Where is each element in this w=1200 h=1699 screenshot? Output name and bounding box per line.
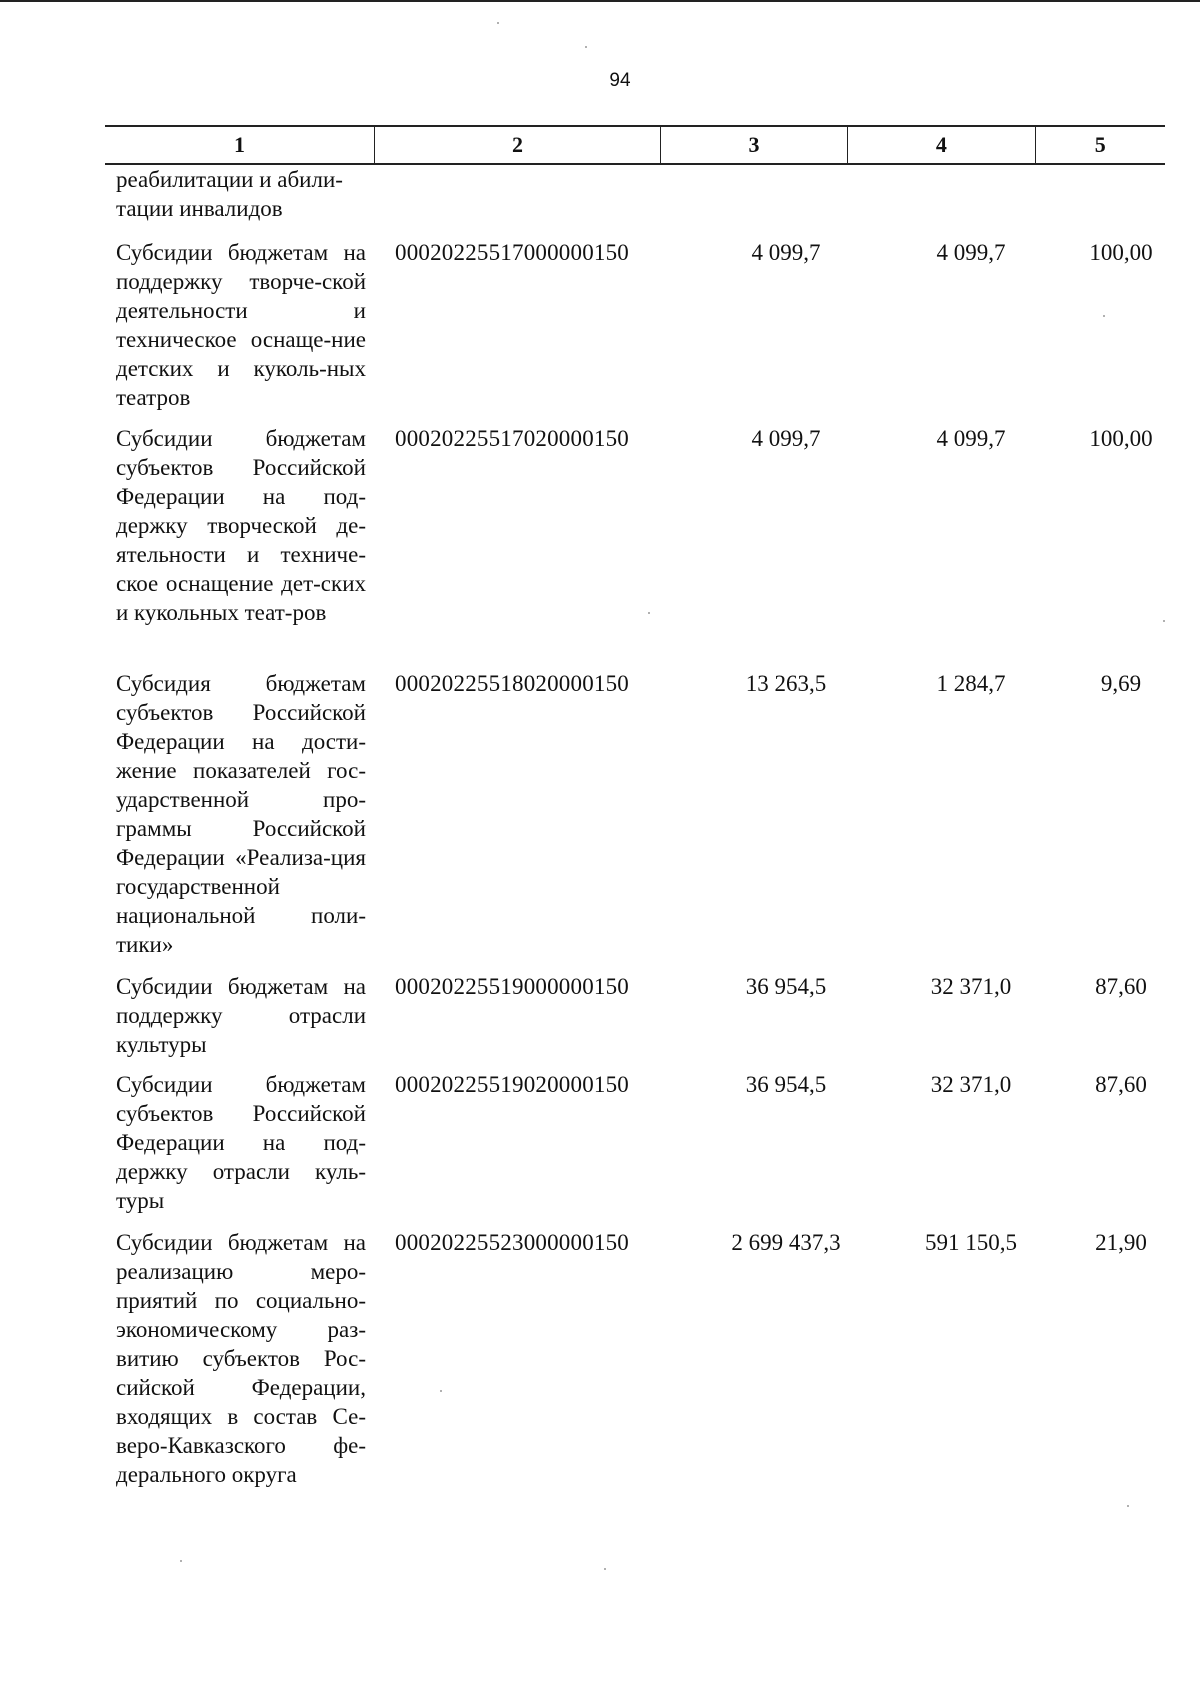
continuation-text: реабилитации и абили-тации инвалидов <box>116 167 343 221</box>
column-header-2: 2 <box>375 127 661 163</box>
row-col3-value: 36 954,5 <box>745 974 827 999</box>
row-name: Субсидии бюджетам субъектов Российской Федерации на под-держку отрасли куль-туры <box>116 1072 366 1213</box>
row-code: 00020225523000000150 <box>395 1230 629 1255</box>
row-col4-value: 32 371,0 <box>930 974 1012 999</box>
scan-speck <box>497 22 499 24</box>
row-col3-value: 36 954,5 <box>745 1072 827 1097</box>
row-name: Субсидии бюджетам на поддержку творче-ской деятельности и техническое оснаще-ние детских и куколь-ных театров <box>116 240 366 410</box>
row-col5-value: 9,69 <box>1100 671 1142 696</box>
column-header-5: 5 <box>1094 132 1106 157</box>
scan-speck <box>440 1390 442 1392</box>
row-col4-value: 32 371,0 <box>930 1072 1012 1097</box>
row-name: Субсидии бюджетам субъектов Российской Федерации на под-держку творческой де-ятельности и техниче-ское оснащение дет-ских и кукольных теат-ров <box>116 426 366 625</box>
scan-speck <box>1163 620 1165 622</box>
row-col5-value: 87,60 <box>1095 1072 1147 1097</box>
column-header-1: 1 <box>105 127 375 163</box>
row-code: 00020225519000000150 <box>395 974 629 999</box>
row-col5-value: 87,60 <box>1095 974 1147 999</box>
row-code: 00020225517000000150 <box>395 240 629 265</box>
row-col5-value: 100,00 <box>1089 426 1153 451</box>
row-col3-value: 13 263,5 <box>745 671 827 696</box>
table-header <box>105 125 1165 165</box>
row-col5-value: 21,90 <box>1095 1230 1147 1255</box>
row-col4-value: 4 099,7 <box>936 426 1006 451</box>
scan-speck <box>180 1560 182 1562</box>
row-col3-value: 4 099,7 <box>751 240 821 265</box>
row-col3-value: 4 099,7 <box>751 426 821 451</box>
row-name: Субсидия бюджетам субъектов Российской Федерации на дости-жение показателей гос-ударственной про-граммы Российской Федерации «Реализа-ция государственной национальной поли-тики» <box>116 671 366 957</box>
column-header-3: 3 <box>661 127 848 163</box>
row-col4-value: 591 150,5 <box>925 1230 1017 1255</box>
scan-speck <box>1103 315 1105 317</box>
row-col4-value: 1 284,7 <box>936 671 1006 696</box>
row-col4-value: 4 099,7 <box>936 240 1006 265</box>
row-name: Субсидии бюджетам на поддержку отрасли культуры <box>116 974 366 1057</box>
row-code: 00020225517020000150 <box>395 426 629 451</box>
column-header-4: 4 <box>848 127 1035 163</box>
row-code: 00020225519020000150 <box>395 1072 629 1097</box>
row-code: 00020225518020000150 <box>395 671 629 696</box>
scan-speck <box>585 46 587 48</box>
scan-speck <box>1127 1505 1129 1507</box>
page-number: 94 <box>609 70 631 91</box>
scan-speck <box>648 612 650 614</box>
row-col3-value: 2 699 437,3 <box>731 1230 841 1255</box>
row-name: Субсидии бюджетам на реализацию меро-приятий по социально-экономическому раз-витию субъектов Рос-сийской Федерации, входящих в состав Се-веро-Кавказского фе-дерального округа <box>116 1230 366 1487</box>
row-col5-value: 100,00 <box>1089 240 1153 265</box>
scan-speck <box>604 1568 606 1570</box>
top-edge-rule <box>0 0 1200 2</box>
